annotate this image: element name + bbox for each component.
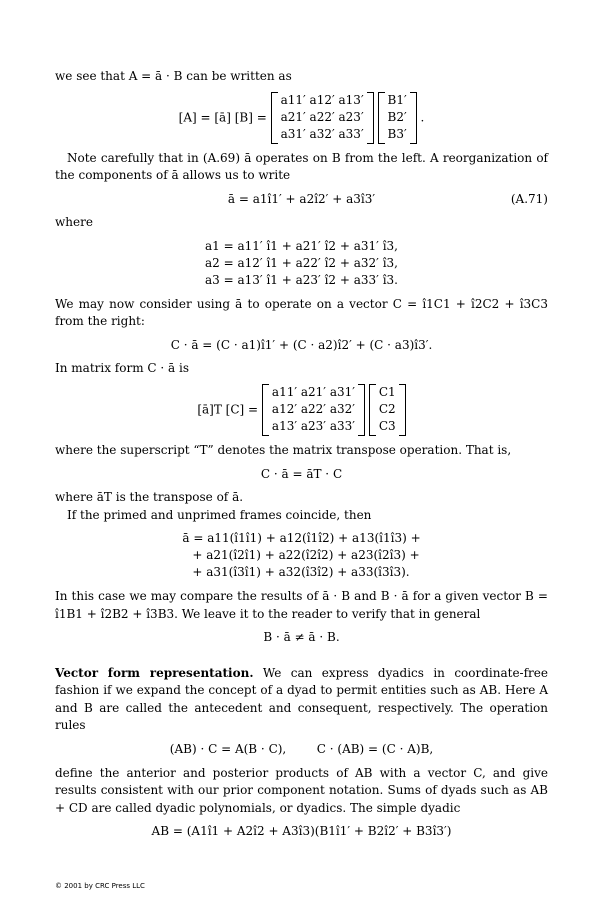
paragraph-matrix-form: In matrix form C · ā is [55,361,189,376]
equation-line: ā = a11(î1î1) + a12(î1î2) + a13(î1î3) + [182,531,421,546]
matrix-row: a11′ a21′ a31′ [271,385,355,400]
equation-expr: ā = a1î1′ + a2î2′ + a3î3′ [227,191,376,206]
vector-entry: B3′ [387,127,407,142]
matrix-lhs: [A] = [ā] [B] = [178,110,267,125]
matrix-a [271,92,374,144]
copyright-footer: © 2001 by CRC Press LLC [55,882,145,890]
equation-a71 [55,191,548,209]
equation-transpose: C · ā = āT · C [260,466,343,481]
vector-c [369,384,406,436]
equation-rules: (AB) · C = A(B · C), C · (AB) = (C · A)B, [169,742,434,757]
paragraph-transpose-def: where āT is the transpose of ā. [55,490,244,505]
equation-dyadic: AB = (A1î1 + A2î2 + A3î3)(B1î1′ + B2î2′ + B3î3′) [151,824,452,839]
equation-c-dot-a: C · ā = (C · a1)î1′ + (C · a2)î2′ + (C · a3)î3′. [170,337,433,352]
matrix-row: a31′ a32′ a33′ [280,127,364,142]
vector-entry: B1′ [387,93,407,108]
vector-entry: B2′ [387,110,407,125]
equation-matrix-a-b [55,92,548,144]
vector-entry: C2 [378,402,396,417]
equation-period: . [420,110,425,125]
matrix-row: a12′ a22′ a32′ [271,402,355,417]
paragraph-coincide: If the primed and unprimed frames coincide, then [67,507,372,522]
equation-matrix-c [55,384,548,436]
paragraph-intro: we see that A = ā · B can be written as [55,69,292,83]
equation-line: + a31(î3î1) + a32(î3î2) + a33(î3î3). [192,565,410,580]
page-content [55,68,548,847]
equation-a-vectors [55,238,548,290]
matrix-lhs: [ā]T [C] = [197,402,259,417]
matrix-row: a11′ a12′ a13′ [280,93,364,108]
section-heading: Vector form representation. [55,665,254,680]
equation-line: a2 = a12′ î1 + a22′ î2 + a32′ î3, [205,255,398,270]
equation-number: (A.71) [510,191,548,206]
vector-entry: C3 [378,419,396,434]
matrix-row: a13′ a23′ a33′ [271,419,355,434]
paragraph-note: Note carefully that in (A.69) ā operates on B from the left. A reorganization of the components of ā allows us to write [55,150,548,183]
paragraph-where: where [55,215,93,230]
vector-b [378,92,417,144]
equation-expansion [55,530,548,582]
matrix-row: a21′ a22′ a23′ [280,110,364,125]
paragraph-define: define the anterior and posterior products of AB with a vector C, and give results consistent with our prior component notation. Sums of dyads such as AB + CD are called dyadic polynomials, or dyadics. The simple dyadic [55,765,548,815]
equation-not-equal: B · ā ≠ ā · B. [263,630,340,645]
paragraph-transpose: where the superscript “T” denotes the matrix transpose operation. That is, [55,442,512,457]
vector-entry: C1 [378,385,396,400]
equation-line: a1 = a11′ î1 + a21′ î2 + a31′ î3, [205,238,398,253]
equation-line: a3 = a13′ î1 + a23′ î2 + a33′ î3. [205,272,398,287]
equation-line: + a21(î2î1) + a22(î2î2) + a23(î2î3) + [192,548,420,563]
matrix-a-transpose [262,384,365,436]
section-body: We can express dyadics in coordinate-free fashion if we expand the concept of a dyad to permit entities such as AB. Here A and B are called the antecedent and consequent, respectively. The operation rules [55,665,548,733]
paragraph-operate: We may now consider using ā to operate on a vector C = î1C1 + î2C2 + î3C3 from the right: [55,296,548,329]
paragraph-vector-form [55,665,548,735]
paragraph-compare: In this case we may compare the results of ā · B and B · ā for a given vector B = î1B1 + î2B2 + î3B3. We leave it to the reader to verify that in general [55,588,548,621]
